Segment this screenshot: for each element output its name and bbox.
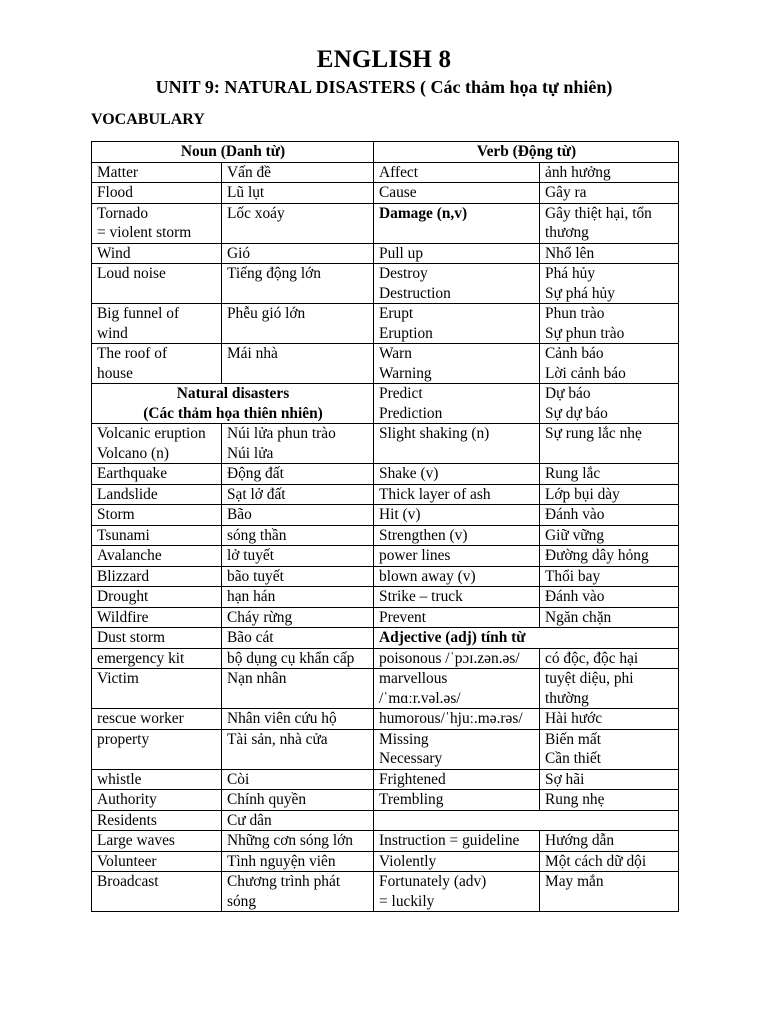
- noun-meaning: Bão cát: [222, 628, 374, 649]
- other-meaning: Hướng dẫn: [540, 831, 679, 852]
- noun-meaning: lở tuyết: [222, 546, 374, 567]
- table-row: [92, 566, 679, 587]
- noun-meaning: Chương trình phát sóng: [222, 872, 374, 912]
- noun-meaning: Động đất: [222, 464, 374, 485]
- noun-meaning: Nhân viên cứu hộ: [222, 709, 374, 730]
- verb-meaning: Phá hủy Sự phá hủy: [540, 264, 679, 304]
- verb-word: Warn Warning: [374, 344, 540, 384]
- table-row: [92, 505, 679, 526]
- other-word: Instruction = guideline: [374, 831, 540, 852]
- verb-word: Strike – truck: [374, 587, 540, 608]
- page-title: ENGLISH 8: [316, 46, 452, 73]
- adjective-word: Trembling: [374, 790, 540, 811]
- noun-meaning: Còi: [222, 769, 374, 790]
- table-row: [92, 344, 679, 384]
- table-row: [92, 464, 679, 485]
- noun-meaning: Vấn đề: [222, 162, 374, 183]
- verb-word: blown away (v): [374, 566, 540, 587]
- noun-word: Blizzard: [92, 566, 222, 587]
- other-meaning: May mắn: [540, 872, 679, 912]
- verb-meaning: Rung lắc: [540, 464, 679, 485]
- verb-meaning: Ngăn chặn: [540, 607, 679, 628]
- noun-meaning: Lũ lụt: [222, 183, 374, 204]
- table-row: [92, 769, 679, 790]
- vocabulary-table: [91, 141, 679, 912]
- verb-meaning: Phun trào Sự phun trào: [540, 304, 679, 344]
- noun-word: Earthquake: [92, 464, 222, 485]
- verb-meaning: ảnh hưởng: [540, 162, 679, 183]
- verb-word: Thick layer of ash: [374, 484, 540, 505]
- table-row: [92, 729, 679, 769]
- table-row: [92, 162, 679, 183]
- adjective-meaning: Rung nhẹ: [540, 790, 679, 811]
- table-row: [92, 628, 679, 649]
- noun-word: Avalanche: [92, 546, 222, 567]
- verb-word: Damage (n,v): [374, 203, 540, 243]
- noun-word: The roof of house: [92, 344, 222, 384]
- noun-word: emergency kit: [92, 648, 222, 669]
- noun-meaning: sóng thần: [222, 525, 374, 546]
- verb-word: Strengthen (v): [374, 525, 540, 546]
- noun-meaning: Lốc xoáy: [222, 203, 374, 243]
- noun-word: Wind: [92, 243, 222, 264]
- table-row: [92, 203, 679, 243]
- table-row: [92, 546, 679, 567]
- noun-word: rescue worker: [92, 709, 222, 730]
- noun-word: Residents: [92, 810, 222, 831]
- noun-meaning: Núi lửa phun trào Núi lửa: [222, 424, 374, 464]
- noun-word: Broadcast: [92, 872, 222, 912]
- other-word: Violently: [374, 851, 540, 872]
- noun-meaning: bão tuyết: [222, 566, 374, 587]
- adjective-word: humorous/ˈhjuː.mə.rəs/: [374, 709, 540, 730]
- noun-meaning: Sạt lở đất: [222, 484, 374, 505]
- noun-meaning: Gió: [222, 243, 374, 264]
- noun-meaning: hạn hán: [222, 587, 374, 608]
- table-row: [92, 183, 679, 204]
- table-row: [92, 872, 679, 912]
- noun-word: Loud noise: [92, 264, 222, 304]
- noun-word: Volunteer: [92, 851, 222, 872]
- noun-word: Drought: [92, 587, 222, 608]
- adjective-word: marvellous /ˈmɑːr.vəl.əs/: [374, 669, 540, 709]
- verb-word: Predict Prediction: [374, 384, 540, 424]
- verb-word: Affect: [374, 162, 540, 183]
- noun-meaning: Cháy rừng: [222, 607, 374, 628]
- table-row: [92, 264, 679, 304]
- verb-word: Cause: [374, 183, 540, 204]
- table-row: [92, 648, 679, 669]
- table-row: [92, 384, 679, 424]
- verb-word: Destroy Destruction: [374, 264, 540, 304]
- natural-disasters-subheader: Natural disasters (Các thảm họa thiên nhiên): [92, 384, 374, 424]
- adjective-word: Frightened: [374, 769, 540, 790]
- verb-word: Slight shaking (n): [374, 424, 540, 464]
- noun-word: Volcanic eruption Volcano (n): [92, 424, 222, 464]
- verb-meaning: Đánh vào: [540, 505, 679, 526]
- verb-word: Prevent: [374, 607, 540, 628]
- noun-word: Matter: [92, 162, 222, 183]
- verb-word: Erupt Eruption: [374, 304, 540, 344]
- noun-word: Large waves: [92, 831, 222, 852]
- noun-word: Dust storm: [92, 628, 222, 649]
- verb-meaning: Đường dây hỏng: [540, 546, 679, 567]
- adjective-meaning: Sợ hãi: [540, 769, 679, 790]
- noun-word: Landslide: [92, 484, 222, 505]
- verb-word: Pull up: [374, 243, 540, 264]
- noun-meaning: Chính quyền: [222, 790, 374, 811]
- noun-word: property: [92, 729, 222, 769]
- other-word: Fortunately (adv) = luckily: [374, 872, 540, 912]
- noun-meaning: Tài sản, nhà cửa: [222, 729, 374, 769]
- adjective-meaning: có độc, độc hại: [540, 648, 679, 669]
- adjective-meaning: tuyệt diệu, phi thường: [540, 669, 679, 709]
- table-row: [92, 669, 679, 709]
- table-row: [92, 607, 679, 628]
- adjective-word: poisonous /ˈpɔɪ.zən.əs/: [374, 648, 540, 669]
- verb-meaning: Lớp bụi dày: [540, 484, 679, 505]
- table-row: [92, 424, 679, 464]
- table-row: [92, 810, 679, 831]
- table-row: [92, 243, 679, 264]
- noun-meaning: Mái nhà: [222, 344, 374, 384]
- unit-subtitle: UNIT 9: NATURAL DISASTERS ( Các thảm họa tự nhiên): [155, 77, 613, 97]
- adjective-subheader: Adjective (adj) tính từ: [374, 628, 679, 649]
- verb-word: Hit (v): [374, 505, 540, 526]
- noun-meaning: Tiếng động lớn: [222, 264, 374, 304]
- verb-meaning: Dự báo Sự dự báo: [540, 384, 679, 424]
- noun-column-header: Noun (Danh từ): [92, 142, 374, 163]
- other-meaning: Một cách dữ dội: [540, 851, 679, 872]
- noun-word: Tornado = violent storm: [92, 203, 222, 243]
- verb-word: Shake (v): [374, 464, 540, 485]
- noun-meaning: Bão: [222, 505, 374, 526]
- table-row: [92, 709, 679, 730]
- table-row: [92, 851, 679, 872]
- noun-word: Authority: [92, 790, 222, 811]
- table-row: [92, 304, 679, 344]
- verb-meaning: Gây thiệt hại, tổn thương: [540, 203, 679, 243]
- section-heading: VOCABULARY: [91, 111, 205, 128]
- noun-word: Tsunami: [92, 525, 222, 546]
- adjective-meaning: Hài hước: [540, 709, 679, 730]
- noun-word: Storm: [92, 505, 222, 526]
- table-row: [92, 790, 679, 811]
- table-row: [92, 831, 679, 852]
- verb-meaning: Sự rung lắc nhẹ: [540, 424, 679, 464]
- verb-column-header: Verb (Động từ): [374, 142, 679, 163]
- adjective-meaning: Biến mất Cần thiết: [540, 729, 679, 769]
- noun-meaning: Phễu gió lớn: [222, 304, 374, 344]
- noun-word: Wildfire: [92, 607, 222, 628]
- noun-meaning: bộ dụng cụ khẩn cấp: [222, 648, 374, 669]
- noun-meaning: Những cơn sóng lớn: [222, 831, 374, 852]
- adjective-word: Missing Necessary: [374, 729, 540, 769]
- verb-meaning: Cảnh báo Lời cảnh báo: [540, 344, 679, 384]
- empty-cell: [374, 810, 679, 831]
- verb-meaning: Nhổ lên: [540, 243, 679, 264]
- table-header-row: [92, 142, 679, 163]
- noun-word: Big funnel of wind: [92, 304, 222, 344]
- table-row: [92, 525, 679, 546]
- noun-meaning: Nạn nhân: [222, 669, 374, 709]
- noun-word: whistle: [92, 769, 222, 790]
- table-row: [92, 587, 679, 608]
- verb-meaning: Giữ vững: [540, 525, 679, 546]
- verb-meaning: Gây ra: [540, 183, 679, 204]
- noun-meaning: Tình nguyện viên: [222, 851, 374, 872]
- verb-word: power lines: [374, 546, 540, 567]
- noun-word: Flood: [92, 183, 222, 204]
- verb-meaning: Thổi bay: [540, 566, 679, 587]
- table-row: [92, 484, 679, 505]
- noun-meaning: Cư dân: [222, 810, 374, 831]
- noun-word: Victim: [92, 669, 222, 709]
- verb-meaning: Đánh vào: [540, 587, 679, 608]
